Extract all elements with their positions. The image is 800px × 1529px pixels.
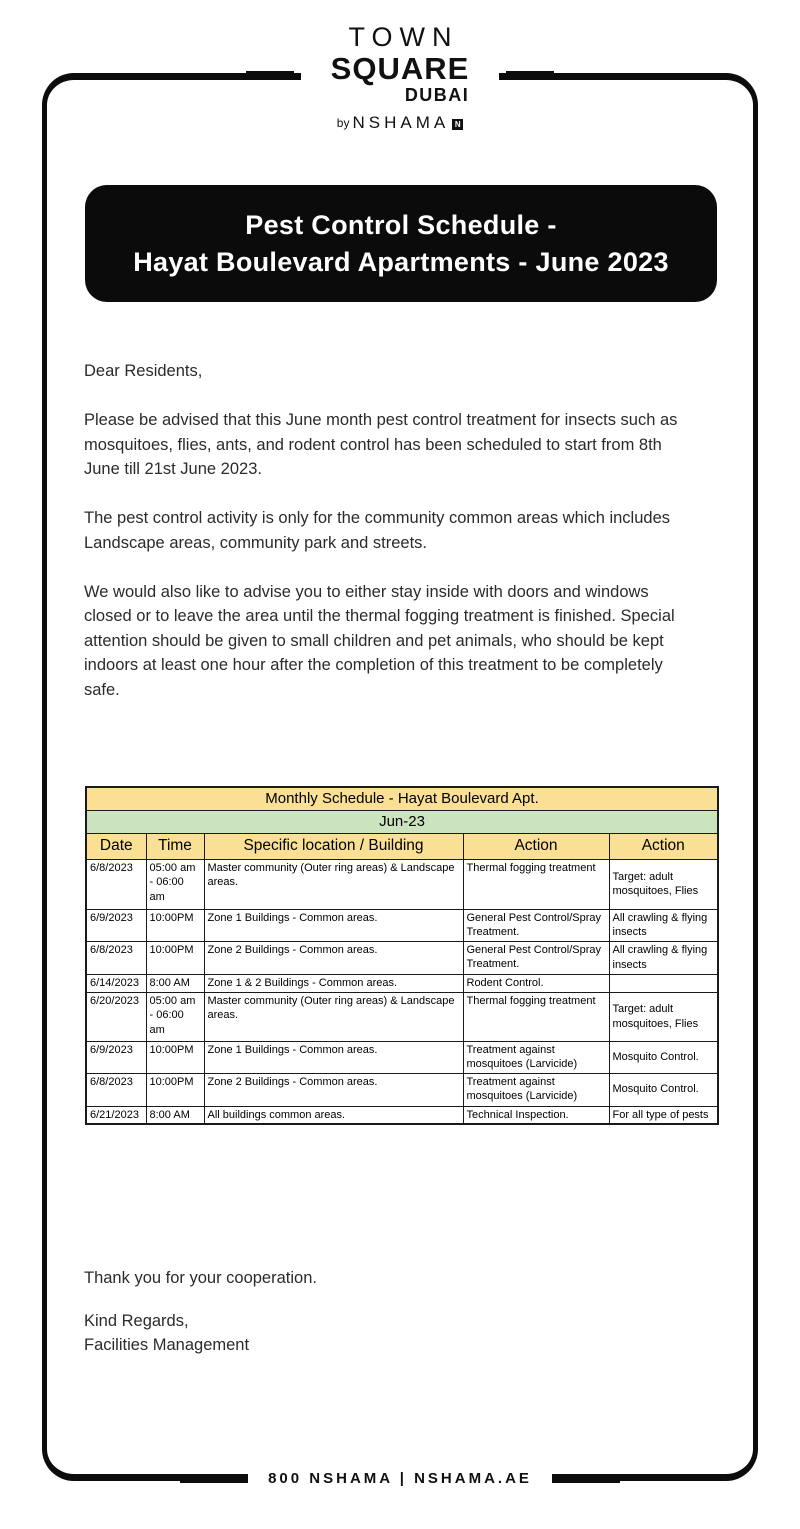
cell-action: General Pest Control/Spray Treatment. — [463, 941, 609, 974]
cell-action: Rodent Control. — [463, 974, 609, 992]
brand-logo — [0, 22, 800, 137]
col-header-action: Action — [463, 833, 609, 859]
banner-title-line2: Hayat Boulevard Apartments - June 2023 — [133, 246, 669, 277]
logo-by-text: by — [336, 116, 350, 130]
cell-time: 05:00 am - 06:00 am — [146, 992, 204, 1041]
logo-brand-text: NSHAMA — [352, 113, 450, 132]
table-month-row — [86, 810, 718, 833]
col-header-date: Date — [86, 833, 146, 859]
logo-byline — [337, 114, 463, 131]
cell-target: Mosquito Control. — [609, 1041, 718, 1073]
cell-date: 6/8/2023 — [86, 859, 146, 909]
table-row — [86, 974, 718, 992]
cell-target: Target: adult mosquitoes, Flies — [609, 859, 718, 909]
cell-time: 8:00 AM — [146, 974, 204, 992]
cell-action: Thermal fogging treatment — [463, 859, 609, 909]
cell-time: 10:00PM — [146, 1041, 204, 1073]
paragraph-common-areas: The pest control activity is only for the community common areas which includes Landscape areas, community park and streets. — [84, 509, 670, 552]
col-header-location: Specific location / Building — [204, 833, 463, 859]
paragraph-safety-advice: We would also like to advise you to either stay inside with doors and windows closed or to leave the area until the thermal fogging treatment is finished. Special attention should be given to small children and pet animals, who should be kept indoors at least one hour after the completion of this treatment to be completely safe. — [84, 582, 675, 699]
cell-time: 10:00PM — [146, 941, 204, 974]
paragraph-schedule-dates: Please be advised that this June month pest control treatment for insects such as mosquitoes, flies, ants, and rodent control has been scheduled to start from 8th June till 21st June 2023. — [84, 411, 678, 478]
cell-action: Technical Inspection. — [463, 1106, 609, 1124]
table-row — [86, 992, 718, 1041]
cell-time: 10:00PM — [146, 909, 204, 941]
cell-time: 05:00 am - 06:00 am — [146, 859, 204, 909]
letter-closing — [84, 1266, 317, 1358]
cell-location: Zone 2 Buildings - Common areas. — [204, 941, 463, 974]
schedule-table — [85, 786, 719, 1125]
month-label: Jun-23 — [86, 810, 718, 833]
cell-location: Zone 1 & 2 Buildings - Common areas. — [204, 974, 463, 992]
cell-target: Target: adult mosquitoes, Flies — [609, 992, 718, 1041]
cell-action: Treatment against mosquitoes (Larvicide) — [463, 1041, 609, 1073]
table-title-row — [86, 787, 718, 810]
cell-date: 6/9/2023 — [86, 909, 146, 941]
cell-date: 6/8/2023 — [86, 941, 146, 974]
cell-location: Master community (Outer ring areas) & Landscape areas. — [204, 992, 463, 1041]
table-title: Monthly Schedule - Hayat Boulevard Apt. — [86, 787, 718, 810]
table-row — [86, 1106, 718, 1124]
logo-square-block — [331, 52, 470, 105]
footer-contact-text: 800 NSHAMA | NSHAMA.AE — [248, 1466, 552, 1492]
cell-date: 6/14/2023 — [86, 974, 146, 992]
table-header-row — [86, 833, 718, 859]
cell-action: Thermal fogging treatment — [463, 992, 609, 1041]
table-row — [86, 1041, 718, 1073]
cell-target: All crawling & flying insects — [609, 909, 718, 941]
cell-date: 6/20/2023 — [86, 992, 146, 1041]
table-row — [86, 909, 718, 941]
cell-date: 6/8/2023 — [86, 1073, 146, 1106]
regards-line: Kind Regards, — [84, 1311, 189, 1330]
cell-location: All buildings common areas. — [204, 1106, 463, 1124]
title-banner — [85, 185, 717, 302]
col-header-time: Time — [146, 833, 204, 859]
schedule-table-wrap — [85, 786, 717, 1125]
salutation: Dear Residents, — [84, 362, 203, 380]
cell-location: Zone 2 Buildings - Common areas. — [204, 1073, 463, 1106]
cell-target — [609, 974, 718, 992]
cell-target: Mosquito Control. — [609, 1073, 718, 1106]
table-row — [86, 941, 718, 974]
cell-action: General Pest Control/Spray Treatment. — [463, 909, 609, 941]
table-row — [86, 1073, 718, 1106]
letter-body — [84, 359, 684, 727]
cell-time: 8:00 AM — [146, 1106, 204, 1124]
cell-action: Treatment against mosquitoes (Larvicide) — [463, 1073, 609, 1106]
banner-title-line1: Pest Control Schedule - — [245, 209, 557, 240]
logo-dubai-text: DUBAI — [404, 85, 470, 105]
footer — [0, 1466, 800, 1492]
cell-location: Zone 1 Buildings - Common areas. — [204, 909, 463, 941]
cell-location: Master community (Outer ring areas) & Landscape areas. — [204, 859, 463, 909]
thanks-line: Thank you for your cooperation. — [84, 1269, 317, 1287]
cell-date: 6/9/2023 — [86, 1041, 146, 1073]
cell-date: 6/21/2023 — [86, 1106, 146, 1124]
col-header-action-2: Action — [609, 833, 718, 859]
table-row — [86, 859, 718, 909]
cell-target: For all type of pests — [609, 1106, 718, 1124]
logo-town-text: TOWN — [348, 22, 459, 52]
cell-target: All crawling & flying insects — [609, 941, 718, 974]
cell-time: 10:00PM — [146, 1073, 204, 1106]
cell-location: Zone 1 Buildings - Common areas. — [204, 1041, 463, 1073]
signature-line: Facilities Management — [84, 1336, 250, 1354]
brand-logo-inner — [301, 22, 500, 137]
nshama-square-mark-icon: N — [452, 119, 463, 130]
logo-square-text: SQUARE — [330, 51, 470, 86]
